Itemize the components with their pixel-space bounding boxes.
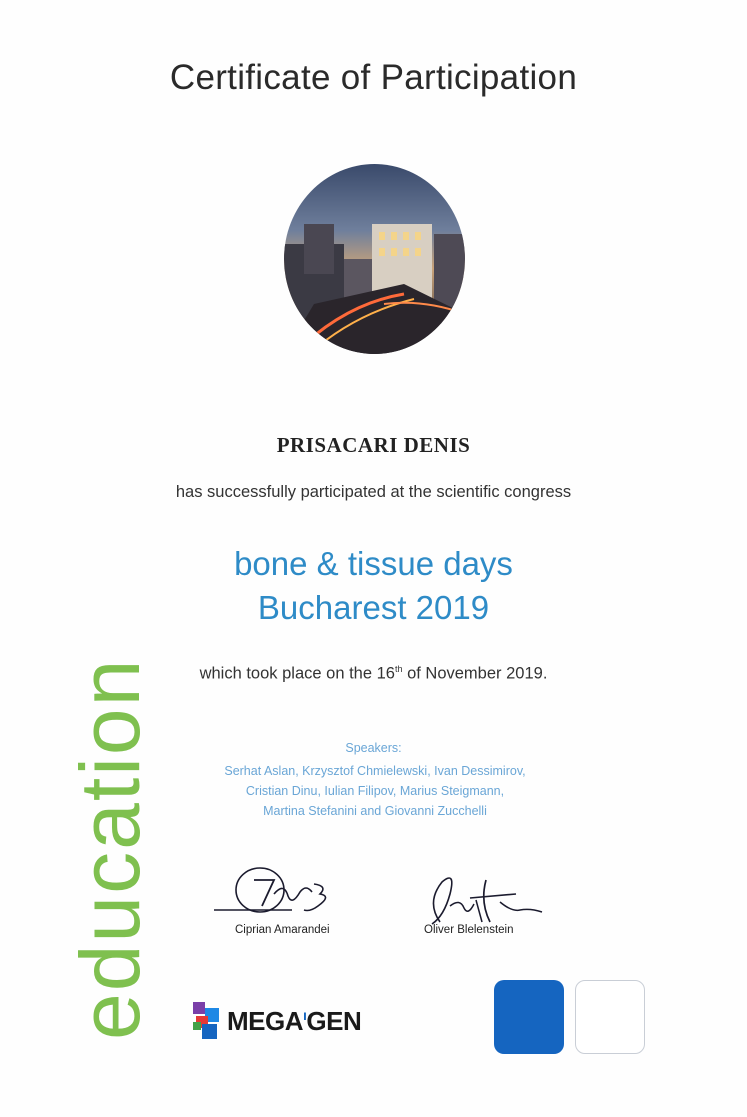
event-name: bone & tissue days [234,545,513,582]
blue-tile [494,980,564,1054]
speakers-list [200,761,550,821]
speakers-line: Cristian Dinu, Iulian Filipov, Marius Steigmann, [245,784,505,798]
recipient-name: PRISACARI DENIS [276,433,471,457]
date-rest: of November 2019. [402,664,548,683]
white-tile [575,980,645,1054]
speakers-heading: Speakers: [345,741,402,755]
city-photo [284,164,465,354]
logo-text-gen: GEN [306,1006,362,1036]
signature-name-2: Oliver Blelenstein [424,924,514,936]
megagen-logo-text: $MEGA^ıGEN$ [227,1006,362,1036]
signature-amarandei [212,862,342,924]
signature-name-1: Ciprian Amarandei [235,924,330,936]
certificate-title: Certificate of Participation [169,58,578,97]
signature-bielenstein [420,872,545,930]
date-suffix: th [394,664,403,674]
logo-text-mega: MEGA [227,1006,303,1036]
megagen-squares-icon [193,1002,225,1042]
education-side-text: education [63,657,157,1040]
speakers-line: Serhat Aslan, Krzysztof Chmielewski, Ivan Dessimirov, [224,764,526,778]
event-location: Bucharest 2019 [257,589,490,626]
date-prefix: which took place on the 16 [199,664,395,683]
megagen-logo [193,1000,363,1046]
participation-text: has successfully participated at the scientific congress [175,483,572,501]
speakers-line: Martina Stefanini and Giovanni Zucchelli [263,804,487,818]
